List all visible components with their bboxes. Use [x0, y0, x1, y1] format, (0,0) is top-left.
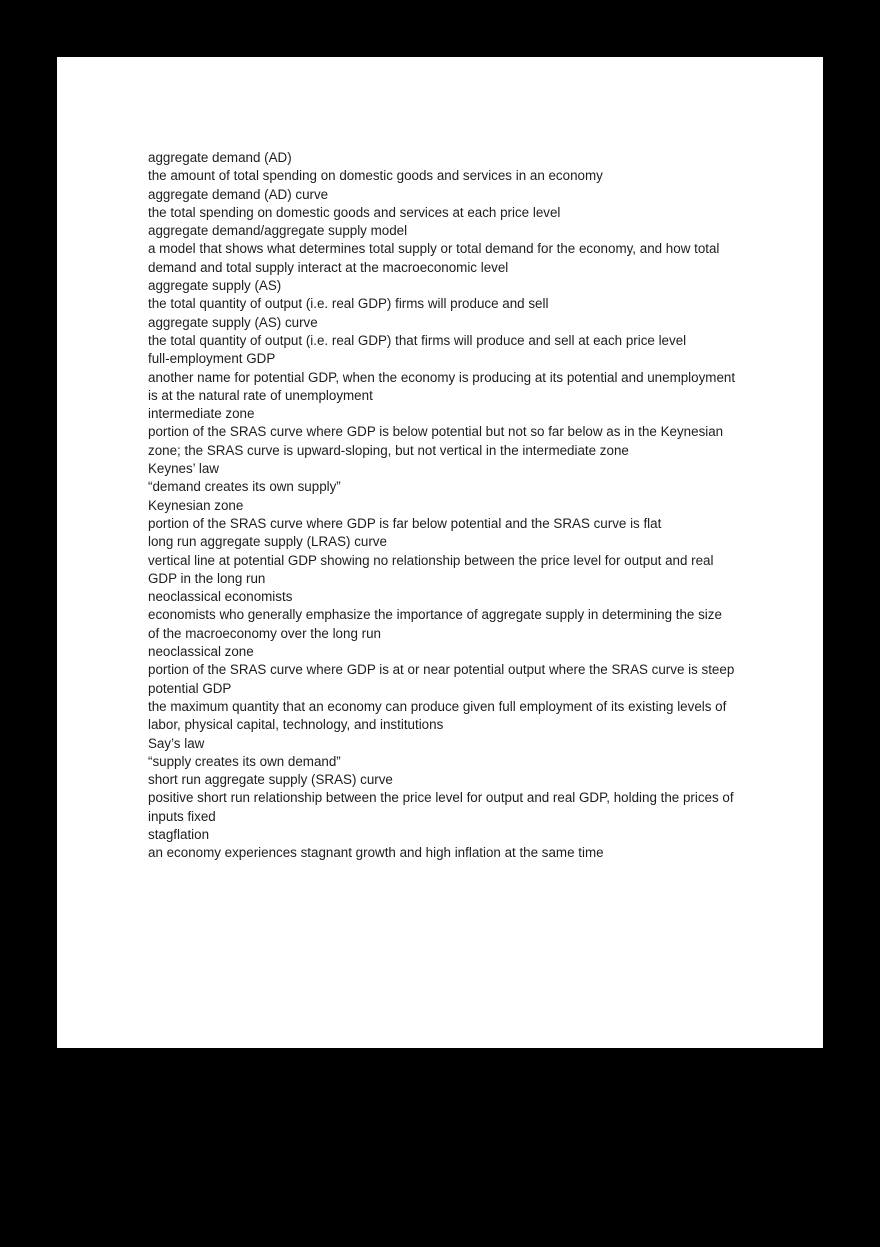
glossary-definition: a model that shows what determines total supply or total demand for the economy, and how total demand and total supply interact at the macroeconomic level	[148, 241, 720, 275]
glossary-term: Keynesian zone	[148, 497, 244, 513]
glossary-definition: “supply creates its own demand”	[148, 753, 341, 769]
glossary-definition: “demand creates its own supply”	[148, 479, 341, 495]
glossary-term: potential GDP	[148, 680, 232, 696]
glossary-term: long run aggregate supply (LRAS) curve	[148, 534, 387, 550]
glossary-term: aggregate demand (AD) curve	[148, 186, 329, 202]
glossary-term: Say’s law	[148, 735, 205, 751]
glossary-definition: another name for potential GDP, when the economy is producing at its potential and unemployment is at the natural rate of unemployment	[148, 369, 736, 403]
glossary-definition: the total quantity of output (i.e. real GDP) firms will produce and sell	[148, 296, 549, 312]
glossary-definition: positive short run relationship between the price level for output and real GDP, holding the prices of inputs fixed	[148, 790, 734, 824]
glossary-definition: portion of the SRAS curve where GDP is at or near potential output where the SRAS curve is steep	[148, 662, 735, 678]
glossary-term: aggregate demand/aggregate supply model	[148, 223, 408, 239]
glossary-term: neoclassical zone	[148, 644, 254, 660]
glossary-definition: vertical line at potential GDP showing no relationship between the price level for output and real GDP in the long run	[148, 552, 714, 586]
glossary-term: stagflation	[148, 826, 210, 842]
glossary-term: aggregate supply (AS)	[148, 278, 282, 294]
document-page	[57, 57, 823, 1048]
glossary-term: aggregate supply (AS) curve	[148, 314, 318, 330]
glossary-definition: an economy experiences stagnant growth and high inflation at the same time	[148, 845, 604, 861]
glossary-definition: economists who generally emphasize the importance of aggregate supply in determining the size of the macroeconomy over the long run	[148, 607, 722, 641]
glossary-definition: the total quantity of output (i.e. real GDP) that firms will produce and sell at each price level	[148, 332, 687, 348]
glossary-definition: portion of the SRAS curve where GDP is below potential but not so far below as in the Keynesian zone; the SRAS curve is upward-sloping, but not vertical in the intermediate zone	[148, 424, 724, 458]
glossary-list	[148, 149, 736, 863]
glossary-term: aggregate demand (AD)	[148, 150, 292, 165]
glossary-term: full-employment GDP	[148, 351, 276, 367]
glossary-term: neoclassical economists	[148, 589, 293, 605]
glossary-definition: the total spending on domestic goods and services at each price level	[148, 204, 561, 220]
glossary-definition: the amount of total spending on domestic goods and services in an economy	[148, 168, 603, 184]
glossary-definition: portion of the SRAS curve where GDP is far below potential and the SRAS curve is flat	[148, 515, 662, 531]
glossary-term: intermediate zone	[148, 406, 255, 422]
glossary-definition: the maximum quantity that an economy can produce given full employment of its existing levels of labor, physical capital, technology, and institutions	[148, 698, 727, 733]
glossary-term: Keynes’ law	[148, 461, 219, 477]
glossary-term: short run aggregate supply (SRAS) curve	[148, 772, 393, 788]
